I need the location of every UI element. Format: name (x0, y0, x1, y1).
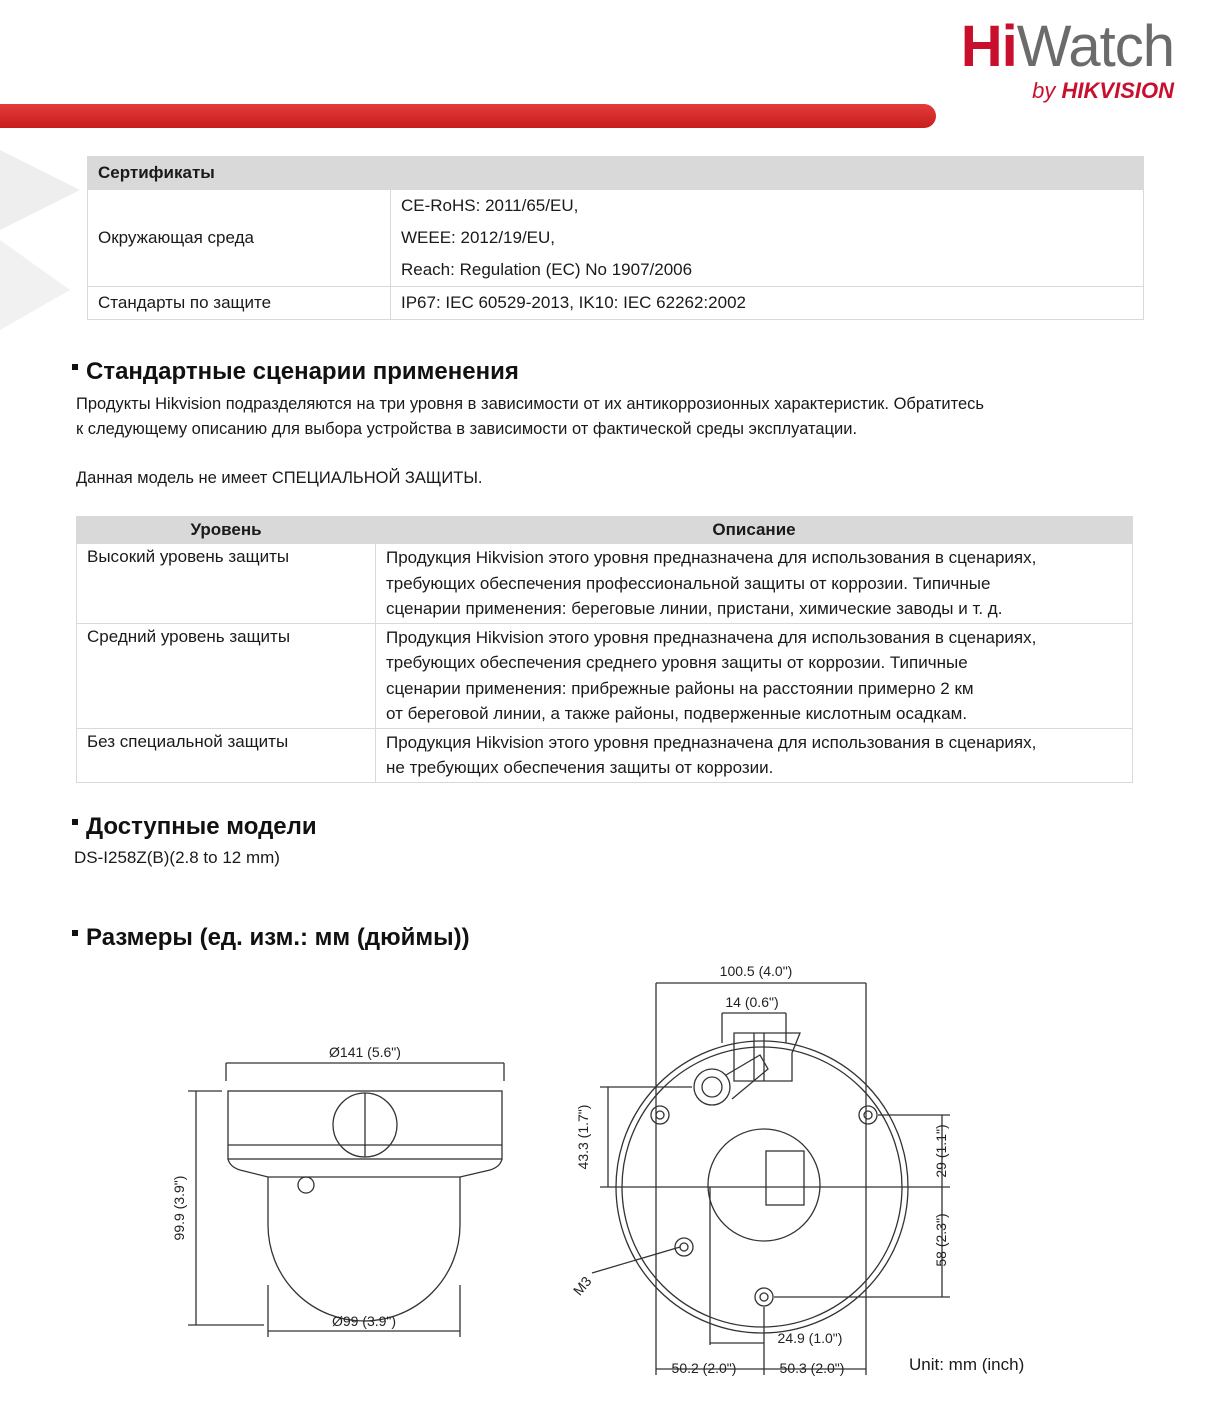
level-cell: Высокий уровень защиты (77, 544, 376, 624)
table-row (77, 623, 1133, 728)
cert-value: CE-RoHS: 2011/65/EU, (401, 196, 579, 215)
logo-hi: Hi (960, 14, 1017, 79)
bullet-icon (72, 819, 78, 825)
unit-label: Unit: mm (inch) (909, 1355, 1025, 1374)
bottom-notch-label: 14 (0.6") (725, 994, 779, 1010)
desc-line: Продукция Hikvision этого уровня предназначена для использования в сценариях, (386, 732, 1037, 752)
intro-line: Продукты Hikvision подразделяются на три уровня в зависимости от их антикоррозионных характеристик. Обратитесь (76, 395, 985, 413)
desc-line: Продукция Hikvision этого уровня предназначена для использования в сценариях, (386, 627, 1037, 647)
table-row (77, 728, 1133, 782)
level-cell: Средний уровень защиты (77, 623, 376, 728)
logo-by-line (961, 78, 1174, 104)
cert-value: WEEE: 2012/19/EU, (401, 228, 556, 247)
watermark-logo (0, 130, 90, 350)
desc-line: не требующих обеспечения защиты от коррозии. (386, 758, 774, 777)
desc-line: от береговой линии, а также районы, подверженные кислотным осадкам. (386, 704, 968, 723)
center-offset-label: 24.9 (1.0") (777, 1330, 843, 1346)
logo-by: by (1032, 78, 1056, 103)
table-row (88, 190, 1144, 287)
screw-m3-label: M3 (569, 1273, 595, 1299)
certificates-header: Сертификаты (88, 157, 1144, 190)
bottom-right-label: 50.3 (2.0") (779, 1360, 845, 1376)
level-cell: Без специальной защиты (77, 728, 376, 782)
hiwatch-logo (960, 14, 1174, 104)
col-level-header: Уровень (77, 517, 376, 544)
cert-value: Reach: Regulation (EC) No 1907/2006 (401, 260, 693, 279)
desc-line: сценарии применения: береговые линии, пристани, химические заводы и т. д. (386, 599, 1003, 618)
left-offset-label: 43.3 (1.7") (575, 1104, 591, 1170)
models-title-text: Доступные модели (86, 813, 317, 840)
protection-levels-table (76, 516, 1133, 783)
side-view (188, 1063, 504, 1337)
dimension-drawing (160, 955, 1060, 1385)
table-row (77, 544, 1133, 624)
side-top-width-label: Ø141 (5.6") (329, 1044, 401, 1060)
desc-line: требующих обеспечения среднего уровня защиты от коррозии. Типичные (386, 653, 968, 672)
models-title (72, 813, 317, 841)
scenarios-title-text: Стандартные сценарии применения (86, 358, 519, 385)
col-desc-header: Описание (376, 517, 1133, 544)
scenarios-intro (76, 392, 1146, 442)
desc-line: требующих обеспечения профессиональной защиты от коррозии. Типичные (386, 573, 991, 593)
cert-value: IP67: IEC 60529-2013, IK10: IEC 62262:2002 (391, 287, 1144, 320)
bottom-width-label: 100.5 (4.0") (719, 963, 793, 979)
bullet-icon (72, 364, 78, 370)
cert-label-protection: Стандарты по защите (88, 287, 391, 320)
desc-line: Продукция Hikvision этого уровня предназначена для использования в сценариях, (386, 548, 1037, 567)
cert-label-environment: Окружающая среда (88, 190, 391, 287)
levels-header-row (77, 517, 1133, 544)
intro-line: к следующему описанию для выбора устройства в зависимости от фактической среды эксплуатации. (76, 420, 858, 438)
desc-cell (376, 544, 1133, 624)
bullet-icon (72, 930, 78, 936)
scenarios-note: Данная модель не имеет СПЕЦИАЛЬНОЙ ЗАЩИТЫ. (76, 469, 483, 487)
side-dome-width-label: Ø99 (3.9") (331, 1313, 397, 1329)
cert-values-environment (391, 190, 1144, 287)
dimensions-title (72, 924, 470, 952)
certificates-table (87, 156, 1144, 320)
logo-by-brand: HIKVISION (1061, 78, 1174, 103)
logo-watch: Watch (1016, 14, 1174, 79)
side-height-label: 99.9 (3.9") (171, 1175, 187, 1241)
bottom-left-label: 50.2 (2.0") (671, 1360, 737, 1376)
desc-line: сценарии применения: прибрежные районы на расстоянии примерно 2 км (386, 678, 974, 698)
bottom-view (592, 983, 950, 1375)
models-list: DS-I258Z(B)(2.8 to 12 mm) (74, 848, 280, 867)
desc-cell (376, 728, 1133, 782)
header-red-bar (0, 104, 936, 128)
certificates-header-row (88, 157, 1144, 190)
right-upper-label: 29 (1.1") (933, 1124, 949, 1178)
desc-cell (376, 623, 1133, 728)
table-row (88, 287, 1144, 320)
right-lower-label: 58 (2.3") (933, 1213, 949, 1267)
scenarios-title (72, 358, 519, 386)
dimensions-title-text: Размеры (ед. изм.: мм (дюймы)) (86, 924, 470, 951)
